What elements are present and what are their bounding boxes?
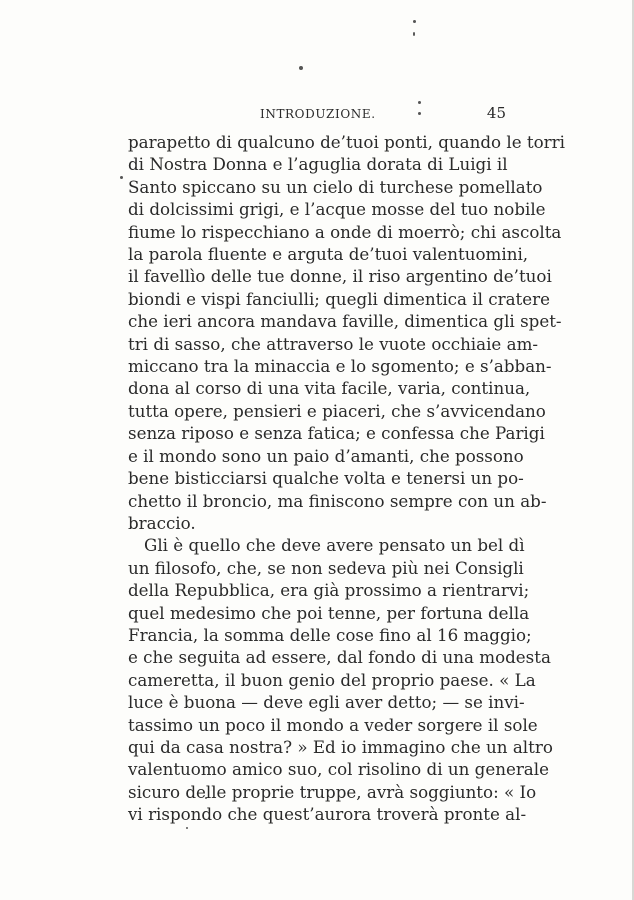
text-line: dona al corso di una vita facile, varia, continua, <box>128 378 531 399</box>
text-line: quel medesimo che poi tenne, per fortuna della <box>128 602 530 623</box>
text-line: tutta opere, pensieri e piaceri, che s’avvicendano <box>128 400 546 421</box>
text-line: della Repubblica, era già prossimo a rientrarvi; <box>128 580 530 601</box>
text-line: che ieri ancora mandava faville, dimentica gli spet- <box>128 311 562 332</box>
text-line: valentuomo amico suo, col risolino di un generale <box>128 759 549 780</box>
page-number: 45 <box>486 104 506 122</box>
text-line: chetto il broncio, ma finiscono sempre con un ab- <box>128 490 547 511</box>
text-line: sicuro delle proprie truppe, avrà soggiunto: « Io <box>128 781 537 802</box>
text-line: parapetto di qualcuno de’tuoi ponti, quando le torri <box>128 132 565 152</box>
text-line: braccio. <box>128 512 196 533</box>
ink-speck <box>299 66 303 70</box>
text-line: qui da casa nostra? » Ed io immagino che un altro <box>128 736 553 757</box>
ink-speck <box>413 20 416 23</box>
text-line: fiume lo rispecchiano a onde di moerrò; chi ascolta <box>128 221 562 242</box>
text-line: il favellìo delle tue donne, il riso argentino de’tuoi <box>128 266 552 287</box>
text-line: Gli è quello che deve avere pensato un bel dì <box>144 535 525 556</box>
text-line: luce è buona — deve egli aver detto; — se invi- <box>128 692 525 713</box>
text-line: vi rispondo che quest’aurora troverà pronte al- <box>128 804 527 825</box>
text-line: di Nostra Donna e l’aguglia dorata di Luigi il <box>128 154 508 175</box>
text-line: di dolcissimi grigi, e l’acque mosse del tuo nobile <box>128 199 546 220</box>
paragraph-1 <box>128 131 565 534</box>
body-text <box>128 131 565 826</box>
text-line: cameretta, il buon genio del proprio paese. « La <box>128 669 536 690</box>
ink-speck <box>120 176 123 179</box>
ink-speck <box>186 827 188 829</box>
text-line: senza riposo e senza fatica; e confessa che Parigi <box>128 423 545 444</box>
page-header <box>120 104 506 126</box>
text-line: tri di sasso, che attraverso le vuote occhiaie am- <box>128 333 539 354</box>
text-line: miccano tra la minaccia e lo sgomento; e s’abban- <box>128 356 552 377</box>
text-line: la parola fluente e arguta de’tuoi valentuomini, <box>128 244 529 265</box>
text-line: un filosofo, che, se non sedeva più nei Consigli <box>128 557 524 578</box>
running-title: INTRODUZIONE. <box>260 107 376 121</box>
text-line: biondi e vispi fanciulli; quegli dimentica il cratere <box>128 288 550 309</box>
text-line: Santo spiccano su un cielo di turchese pomellato <box>128 176 543 197</box>
text-line: e il mondo sono un paio d’amanti, che possono <box>128 445 524 466</box>
ink-speck <box>413 32 415 36</box>
text-line: bene bisticciarsi qualche volta e tenersi un po- <box>128 468 524 489</box>
text-line: e che seguita ad essere, dal fondo di una modesta <box>128 647 551 668</box>
text-line: Francia, la somma delle cose fino al 16 maggio; <box>128 624 532 645</box>
text-line: tassimo un poco il mondo a veder sorgere il sole <box>128 714 538 735</box>
paragraph-2 <box>128 534 553 825</box>
